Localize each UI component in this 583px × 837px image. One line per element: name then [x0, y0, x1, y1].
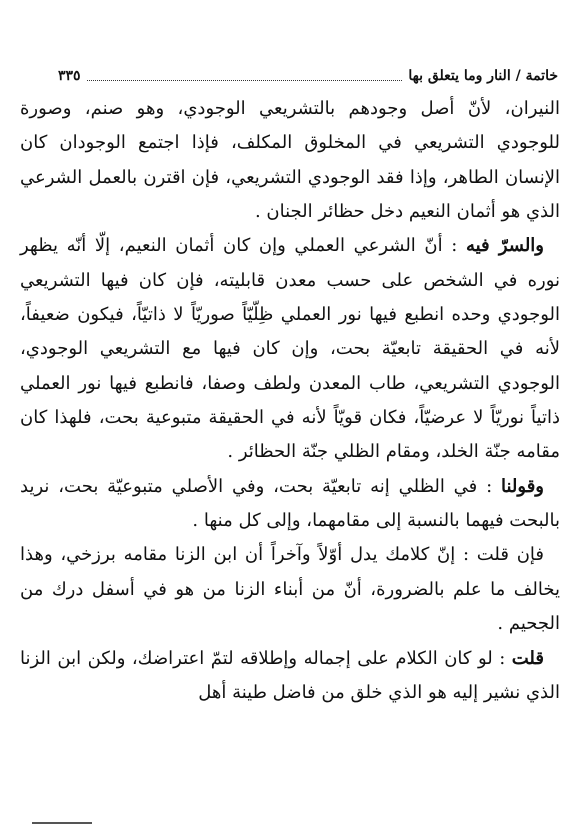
- paragraph-4-text: فإن قلت : إنّ كلامك يدل أوّلاً وآخراً أن ابن الزنا مقامه برزخي، وهذا يخالف ما علم بالضرورة، أنّ من أبناء الزنا من هو في أسفل درك من الجحيم .: [20, 544, 560, 635]
- paragraph-2-text: : أنّ الشرعي العملي وإن كان أثمان النعيم، إلّا أنّه يظهر نوره في الشخص على حسب معدن قابليته، فإن كان فيها التشريعي الوجودي وحده انطبع فيها نور العملي ظِلّيّاً صوريّاً لا ذاتيّاً، فيكون ضعيفاً، لأنه في الحقيقة تابعيّة بحت، وإن كان فيها مع التشريعي الوجودي، الوجودي التشريعي، طاب المعدن ولطف وصفا، فانطبع فيها نور العملي ذاتياً نوريّاً لا عرضيّاً، فكان قويّاً لأنه في الحقيقة متبوعية بحت، فلهذا كان مقامه جنّة الخلد، ومقام الظلي جنّة الحظائر .: [20, 235, 560, 463]
- running-title: خاتمة / النار وما يتعلق بها: [408, 68, 558, 84]
- running-header: [58, 60, 558, 86]
- paragraph-5-lead: قلت: [511, 647, 544, 669]
- page-bottom-rule: [32, 822, 92, 824]
- paragraph-5: [20, 642, 560, 711]
- paragraph-5-text: : لو كان الكلام على إجماله وإطلاقه لتمّ اعتراضك، ولكن ابن الزنا الذي نشير إليه هو الذي خلق من فاضل طينة أهل: [20, 647, 560, 703]
- paragraph-1: [20, 92, 560, 229]
- paragraph-3: [20, 470, 560, 539]
- paragraph-1-text: النيران، لأنّ أصل وجودهم بالتشريعي الوجودي، وهو صنم، وصورة للوجودي التشريعي في المخلوق المكلف، فإذا اجتمع الوجودان كان الإنسان الطاهر، وإذا فقد الوجودي التشريعي، فإن اقترن بالعمل الشرعي الذي هو أثمان النعيم دخل حظائر الجنان .: [20, 98, 560, 223]
- page-body: [20, 92, 560, 710]
- paragraph-3-lead: وقولنا: [501, 475, 544, 497]
- page-number: ٣٣٥: [58, 68, 81, 84]
- paragraph-4: [20, 538, 560, 641]
- paragraph-2: [20, 229, 560, 469]
- paragraph-3-text: : في الظلي إنه تابعيّة بحت، وفي الأصلي متبوعيّة بحت، نريد بالبحت فيهما بالنسبة إلى مقامهما، وإلى كل منها .: [20, 475, 560, 532]
- header-dotted-leader: [87, 79, 403, 81]
- paragraph-2-lead: والسرّ فيه: [465, 235, 544, 257]
